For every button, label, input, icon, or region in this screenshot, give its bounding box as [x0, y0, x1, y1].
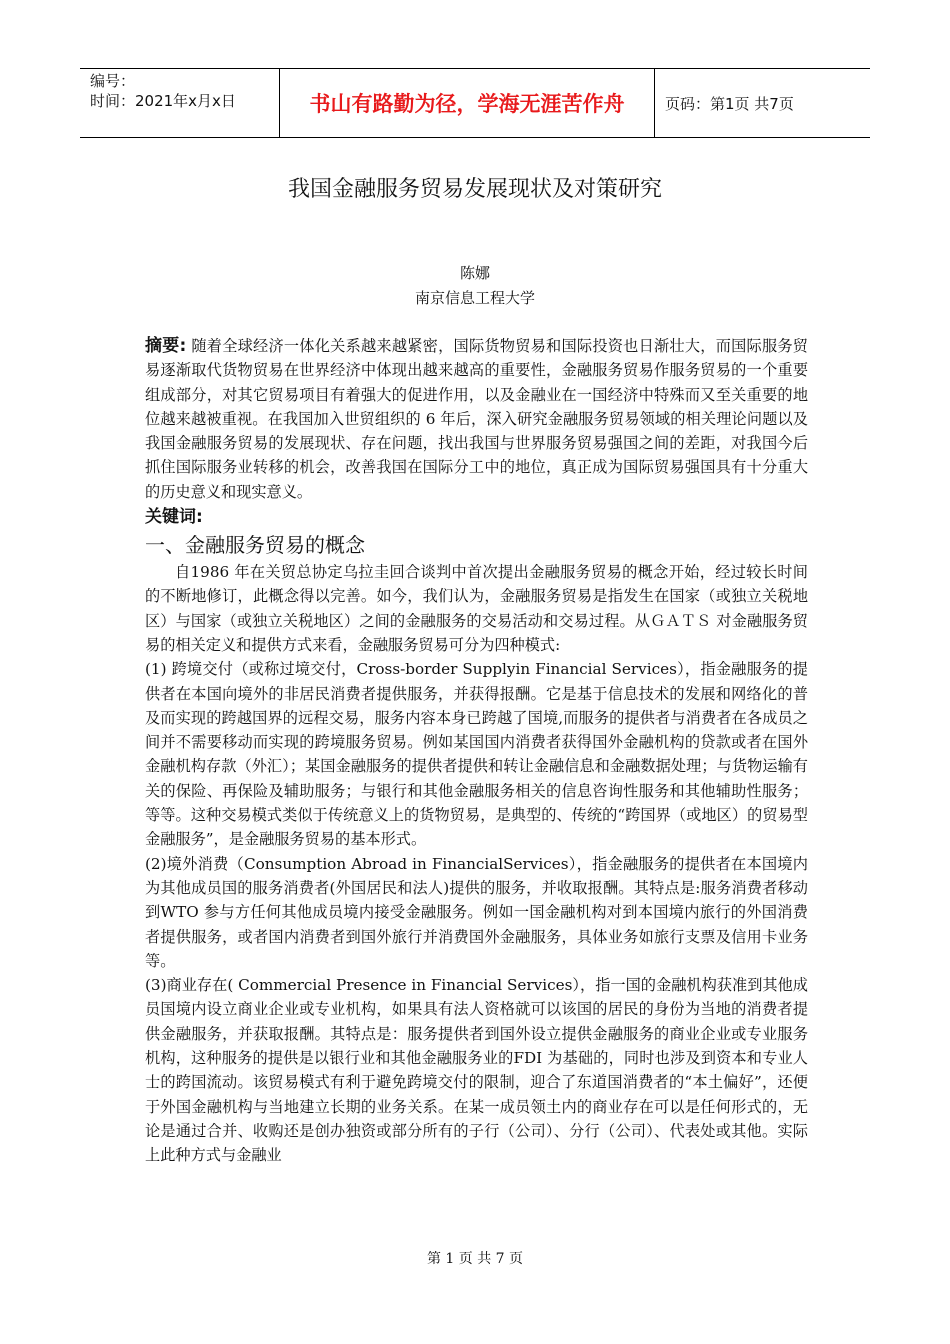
paragraph-mode-3: (3)商业存在( Commercial Presence in Financial Services），指一国的金融机构获准到其他成员国境内设立商业企业或专业机构，如果具有法人资格就可以该国的居民的身份为当地的消费者提供金融服务，并获取报酬。其特点是：服务提供者到国外设立提供金融服务的商业企业或专业服务机构，这种服务的提供是以银行业和其他金融服务业的FDI 为基础的，同时也涉及到资本和专业人士的跨国流动。该贸易模式有利于避免跨境交付的限制，迎合了东道国消费者的“本土偏好”，还便于外国金融机构与当地建立长期的业务关系。在某一成员领土内的商业存在可以是任何形式的，无论是通过合并、收购还是创办独资或部分所有的子行（公司）、分行（公司）、代表处或其他。实际上此种方式与金融业 [145, 976, 808, 1165]
document-body [145, 334, 808, 1168]
header-left-cell [80, 69, 280, 137]
header-page-info: 页码：第1页 共7页 [665, 94, 794, 113]
author-name: 陈娜 [459, 264, 490, 282]
paragraph-mode-2: (2)境外消费（Consumption Abroad in FinancialServices），指金融服务的提供者在本国境内为其他成员国的服务消费者(外国居民和法人)提供的服务，并收取报酬。其特点是:服务消费者移动到WTO 参与方任何其他成员境内接受金融服务。例如一国金融机构对到本国境内旅行的外国消费者提供服务，或者国内消费者到国外旅行并消费国外金融服务，具体业务如旅行支票及信用卡业务等。 [145, 854, 808, 970]
paragraph-intro: 自1986 年在关贸总协定乌拉圭回合谈判中首次提出金融服务贸易的概念开始，经过较长时间的不断地修订，此概念得以完善。如今，我们认为，金融服务贸易是指发生在国家（或独立关税地区）与国家（或独立关税地区）之间的金融服务的交易活动和交易过程。从ＧＡＴＳ 对金融服务贸易的相关定义和提供方式来看，金融服务贸易可分为四种模式: [145, 563, 808, 654]
abstract-label: 摘要: [145, 336, 187, 356]
section-heading: 一、金融服务贸易的概念 [145, 533, 365, 558]
paragraph-mode-1: (1) 跨境交付（或称过境交付，Cross-border Supplyin Financial Services），指金融服务的提供者在本国向境外的非居民消费者提供服务，并获得报酬。它是基于信息技术的发展和网络化的普及而实现的跨越国界的远程交易，服务内容本身已跨越了国境,而服务的提供者与消费者在各成员之间并不需要移动而实现的跨境服务贸易。例如某国国内消费者获得国外金融机构的贷款或者在国外金融机构存款（外汇）；某国金融服务的提供者提供和转让金融信息和金融数据处理；与货物运输有关的保险、再保险及辅助服务；与银行和其他金融服务相关的信息咨询性服务和其他辅助性服务；等等。这种交易模式类似于传统意义上的货物贸易，是典型的、传统的“跨国界（或地区）的贸易型金融服务”，是金融服务贸易的基本形式。 [145, 660, 808, 849]
header-table [80, 68, 870, 138]
time-label: 时间：2021年x月x日 [90, 92, 236, 110]
header-motto: 书山有路勤为径，学海无涯苦作舟 [280, 69, 655, 137]
page-footer: 第 1 页 共 7 页 [426, 1251, 524, 1267]
keywords-label: 关键词: [145, 507, 203, 528]
abstract-text: 随着全球经济一体化关系越来越紧密，国际货物贸易和国际投资也日渐壮大，而国际服务贸易逐渐取代货物贸易在世界经济中体现出越来越高的重要性，金融服务贸易作服务贸易的一个重要组成部分，对其它贸易项目有着强大的促进作用，以及金融业在一国经济中特殊而又至关重要的地位越来越被重视。在我国加入世贸组织的 6 年后，深入研究金融服务贸易领域的相关理论问题以及我国金融服务贸易的发展现状、存在问题，找出我国与世界服务贸易强国之间的差距，对我国今后抓住国际服务业转移的机会，改善我国在国际分工中的地位，真正成为国际贸易强国具有十分重大的历史意义和现实意义。 [145, 337, 808, 501]
abstract-paragraph [145, 334, 808, 504]
document-title: 我国金融服务贸易发展现状及对策研究 [287, 177, 662, 202]
code-label: 编号： [90, 72, 136, 90]
author-affiliation: 南京信息工程大学 [414, 289, 535, 307]
